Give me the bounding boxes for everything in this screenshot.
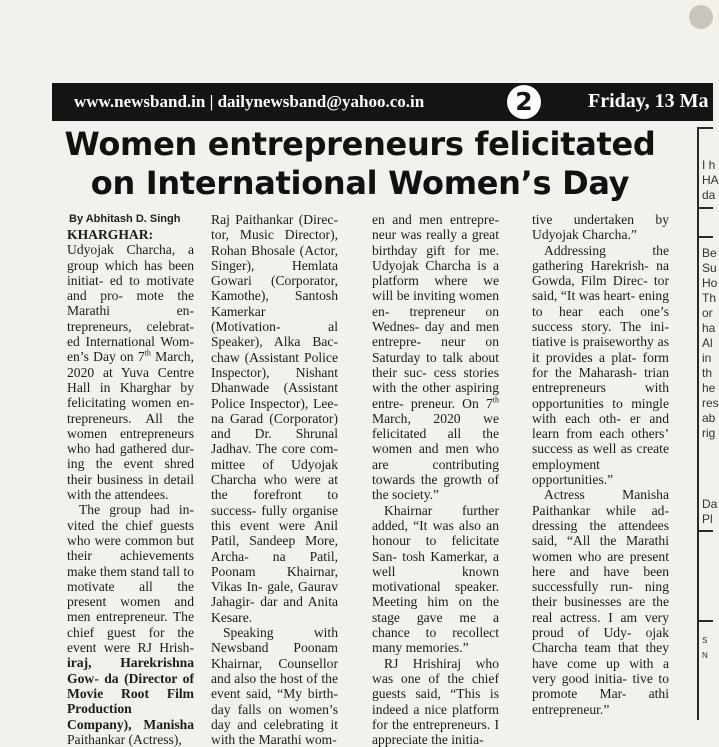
paragraph: Raj Paithankar (Direc- tor, Music Director), Rohan Bhosale (Actor, Singer), Hemlata Gowari (Corporator, Kamothe), Santosh Kamerkar (Motivation- al Speaker), Alka Bac- chaw (Assistant Police Inspector), Nishant Dhanwade (Assistant Police Inspector), Lee- na Garad (Corporator) and Dr. Shrunal Jadhav. The core com- mittee of Udyojak Charcha who were at the forefront to success- fully organise this event were Anil Patil, Sandeep More, Archa- na Patil, Poonam Khairnar, Vikas In- gale, Gaurav Jahagir- dar and Anita Kesare.: [211, 212, 338, 625]
fragment-line: da: [702, 188, 716, 202]
fragment-line: or: [702, 306, 713, 320]
fragment-line: HA: [702, 173, 719, 187]
article-column-4: [532, 212, 669, 722]
paragraph: Actress Manisha Paithankar while ad- dressing the attendees said, “All the Marathi women who are present here and have been successfully run- ning their businesses are the real actress. I am very proud of Udy- ojak Charcha team that they have come up with a very good initia- tive to promote Mar- athi entrepreneur.”: [532, 487, 669, 717]
column-rule: [697, 128, 699, 720]
article-byline: By Abhitash D. Singh: [69, 213, 181, 225]
fragment-line: res: [702, 396, 719, 410]
box-border: [697, 620, 713, 622]
fragment-line: th: [702, 366, 713, 380]
side-article-fragment-lower: [702, 497, 716, 527]
fragment-line: he: [702, 381, 716, 395]
paragraph: RJ Hrishiraj who was one of the chief guests said, “This is indeed a nice platform for the entrepreneurs. I appreciate the initia-: [372, 655, 499, 747]
page-header-bar: [52, 83, 713, 121]
headline-line-1: Women entrepreneurs felicitated: [64, 125, 656, 163]
paragraph: en and men entrepre- neur was really a great birthday gift for me. Udyojak Charcha is a platform where we will be inviting women en- trepreneur on Wednes- day and men entrepre- neur on Saturday to talk about their suc- cess stories with the other aspiring entre- preneur. On 7th March, 2020 we felicitated all the women and men who are contributing towards the growth of the society.”: [372, 212, 499, 503]
article-column-3: [372, 212, 499, 747]
issue-date: Friday, 13 Ma: [588, 90, 709, 112]
side-article-fragment-bottom: [702, 636, 716, 666]
paragraph: Khairnar further added, “It was also an honour to felicitate San- tosh Kamerkar, a well known motivational speaker. Meeting him on the stage gave me a chance to recollect many memories.”: [372, 502, 499, 656]
fragment-line: rig: [702, 426, 716, 440]
paragraph: tive undertaken by Udyojak Charcha.”: [532, 212, 669, 243]
box-border: [697, 127, 713, 129]
paragraph: Addressing the gathering Harekrish- na Gowda, Film Direc- tor said, “It was heart- ening to hear each one’s success story. The ini- tiative is praiseworthy as it provides a plat- form for the Maharash- trian entrepreneurs with opportunities to mingle with each oth- er and learn from each others’ success as well as create employment opportunities.”: [532, 242, 669, 488]
fragment-line: S: [702, 636, 708, 645]
fragment-line: Ho: [702, 276, 718, 290]
box-border: [697, 236, 713, 238]
fragment-line: ab: [702, 411, 716, 425]
page-number-badge: 2: [507, 85, 541, 119]
fragment-line: I h: [702, 158, 716, 172]
fragment-line: ha: [702, 321, 716, 335]
paragraph: Speaking with Newsband Poonam Khairnar, Counsellor and also the host of the event said, “My birth- day falls on women’s day and celebrating it with the Marathi wom-: [211, 625, 338, 747]
fragment-line: in: [702, 351, 712, 365]
box-border: [697, 530, 713, 532]
box-border: [697, 207, 713, 209]
side-article-fragment-top: [702, 158, 719, 203]
article-column-2: [211, 212, 338, 747]
side-article-fragment-middle: [702, 246, 719, 441]
fragment-line: Al: [702, 336, 713, 350]
fragment-line: N: [702, 651, 708, 660]
fragment-line: Be: [702, 246, 717, 260]
fragment-line: Th: [702, 291, 717, 305]
article-column-1: [67, 227, 194, 747]
site-contact: www.newsband.in | dailynewsband@yahoo.co.in: [74, 92, 425, 111]
fragment-line: Da: [702, 497, 718, 511]
paragraph: KHARGHAR: Udyojak Charcha, a group which has been initiat- ed to motivate and pro- mote the Marathi en- trepreneurs, celebrat- ed International Wom- en’s Day on 7th March, 2020 at Yuva Centre Hall in Kharghar by felicitating women en- trepreneurs. All the women entrepreneurs who had gathered dur- ing the event shred their business in detail with the attendees.: [67, 227, 194, 503]
headline-line-2: on International Women’s Day: [90, 164, 630, 202]
pin-icon: [689, 5, 713, 29]
article-headline: [40, 125, 680, 203]
paragraph: The group had in- vited the chief guests who were common but their achievements make them stand tall to motivate all the present women and men entrepreneur. The chief guest for the event were RJ Hrish- iraj, Harekrishna Gow- da (Director of Movie Root Film Production Company), Manisha Paithankar (Actress),: [67, 502, 194, 747]
fragment-line: Pl: [702, 512, 713, 526]
fragment-line: Su: [702, 261, 717, 275]
